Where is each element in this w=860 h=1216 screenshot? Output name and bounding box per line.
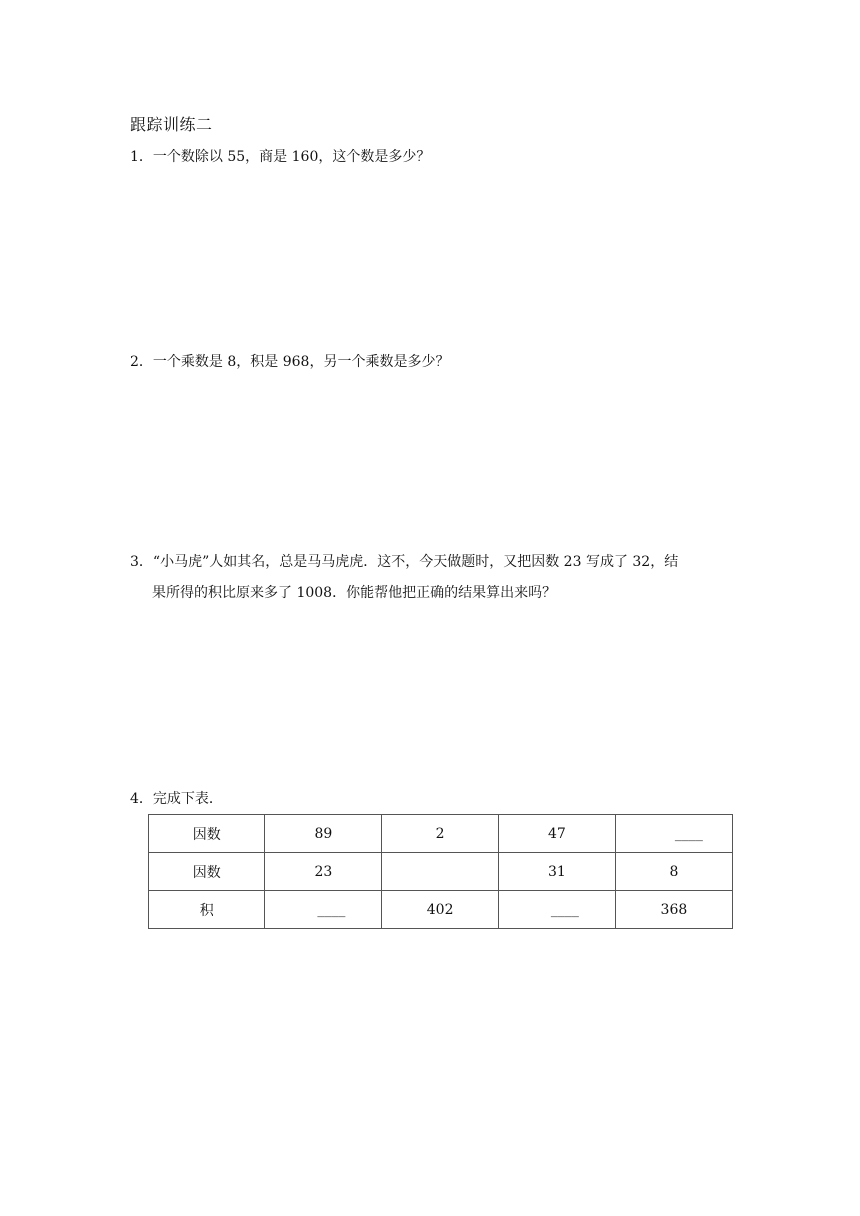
row-label: 因数	[149, 815, 265, 853]
question-1	[130, 143, 430, 171]
table-cell: 368	[615, 891, 732, 929]
table-row	[149, 815, 733, 853]
table-cell-blank	[265, 891, 382, 929]
question-text: 完成下表．	[152, 791, 223, 807]
question-number: 2．	[130, 354, 153, 370]
table-cell: 8	[615, 853, 732, 891]
table-row	[149, 891, 733, 929]
answer-blank: ____	[550, 901, 579, 918]
question-number: 1．	[130, 149, 153, 165]
table-cell: 23	[265, 853, 382, 891]
factor-product-table	[148, 814, 733, 929]
table-cell-blank	[615, 815, 732, 853]
table-cell-blank	[498, 891, 615, 929]
table-cell: 47	[498, 815, 615, 853]
row-label: 积	[149, 891, 265, 929]
question-text: 一个数除以 55，商是 160，这个数是多少？	[152, 149, 431, 165]
table-cell: 89	[265, 815, 382, 853]
section-title: 跟踪训练二	[130, 115, 213, 134]
answer-blank: ____	[674, 825, 703, 842]
row-label: 因数	[149, 853, 265, 891]
table-row	[149, 853, 733, 891]
question-3-continuation: 果所得的积比原来多了 1008．你能帮他把正确的结果算出来吗？	[152, 585, 557, 601]
question-text-line-1: “小马虎”人如其名，总是马马虎虎．这不，今天做题时，又把因数 23 写成了 32，结	[152, 554, 679, 570]
question-3	[130, 548, 678, 576]
question-4	[130, 785, 223, 813]
table-cell: 2	[382, 815, 499, 853]
question-number: 3．	[130, 554, 153, 570]
table-cell: 31	[498, 853, 615, 891]
table-cell-empty	[382, 853, 499, 891]
table-cell: 402	[382, 891, 499, 929]
question-text: 一个乘数是 8，积是 968，另一个乘数是多少？	[152, 354, 450, 370]
question-number: 4．	[130, 791, 153, 807]
answer-blank: ____	[317, 901, 346, 918]
question-2	[130, 348, 449, 376]
